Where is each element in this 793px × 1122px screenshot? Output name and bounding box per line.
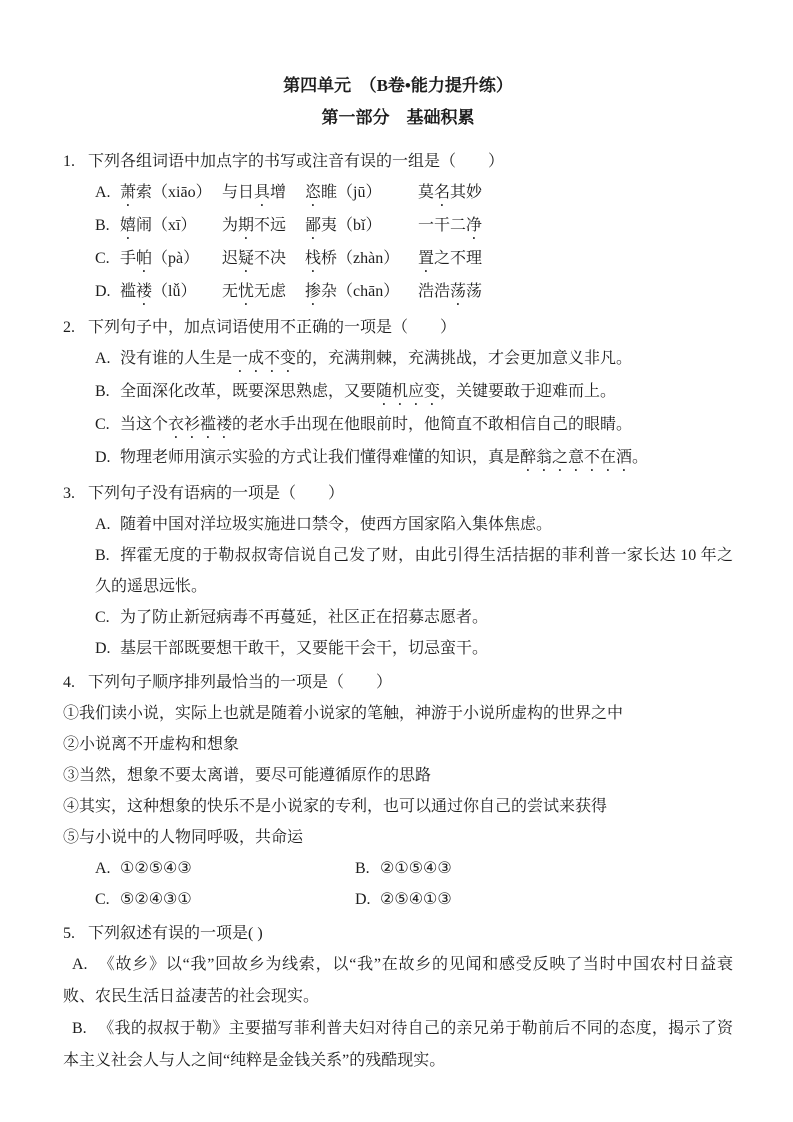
q3-option-a (95, 509, 733, 540)
q2-option-b (95, 376, 733, 409)
option-text: 为了防止新冠病毒不再蔓延，社区正在招募志愿者。 (120, 609, 489, 626)
q3-number: 3. (63, 485, 75, 502)
option-text: 《故乡》以“我”回故乡为线索，以“我”在故乡的见闻和感受反映了当时中国农村日益衰败、农民生活日益凄苦的社会现实。 (63, 956, 733, 1005)
option-label: D. (95, 640, 111, 657)
q3-option-b (95, 540, 733, 602)
option-text: ②⑤④①③ (380, 891, 452, 908)
word-item: 恣睢（jū） (305, 184, 382, 201)
word-item: 一干二净 (418, 217, 483, 234)
option-label: C. (95, 416, 110, 433)
word-item: 迟疑不决 (222, 250, 287, 267)
q4-sentence-4: ④其实，这种想象的快乐不是小说家的专利，也可以通过你自己的尝试来获得 (63, 798, 608, 815)
option-text: 挥霍无度的于勒叔叔寄信说自己发了财，由此引得生活拮据的菲利普一家长达 10 年之久的遥思远怅。 (95, 547, 733, 595)
option-text: 全面深化改革，既要深思熟虑，又要随机应变，关键要敢于迎难而上。 (120, 383, 617, 400)
question-3 (63, 478, 733, 664)
q4-option-d (355, 884, 733, 915)
q5-option-a (63, 949, 733, 1013)
option-label: D. (355, 891, 371, 908)
word-item: 浩浩荡荡 (418, 283, 483, 300)
q1-option-a (95, 177, 733, 210)
option-label: B. (355, 860, 370, 877)
option-text: 物理老师用演示实验的方式让我们懂得难懂的知识，真是醉翁之意不在酒。 (120, 449, 649, 466)
q1-number: 1. (63, 153, 75, 170)
option-text: ②①⑤④③ (380, 860, 452, 877)
word-item: 栈桥（zhàn） (305, 250, 400, 267)
q4-options (95, 853, 733, 915)
q5-stem-text: 下列叙述有误的一项是( ) (88, 925, 263, 942)
option-text: ⑤②④③① (120, 891, 192, 908)
option-label: A. (95, 516, 111, 533)
option-label: D. (95, 283, 111, 300)
q4-stem (63, 667, 733, 698)
word-item: 褴褛（lǚ） (120, 283, 197, 300)
q5-option-b (63, 1013, 733, 1077)
q2-option-d (95, 442, 733, 475)
option-label: D. (95, 449, 111, 466)
q4-option-c (95, 884, 355, 915)
q3-stem-text: 下列句子没有语病的一项是（ ） (88, 485, 345, 502)
q4-option-a (95, 853, 355, 884)
word-item: 掺杂（chān） (305, 283, 400, 300)
q4-number: 4. (63, 674, 75, 691)
question-1 (63, 146, 733, 309)
option-label: B. (72, 1020, 87, 1037)
word-item: 无忧无虑 (222, 283, 287, 300)
q5-number: 5. (63, 925, 75, 942)
q4-sentence-1: ①我们读小说，实际上也就是随着小说家的笔触，神游于小说所虚构的世界之中 (63, 705, 624, 722)
q4-sentence-2: ②小说离不开虚构和想象 (63, 736, 240, 753)
q4-option-b (355, 853, 733, 884)
q3-stem (63, 478, 733, 509)
question-2 (63, 312, 733, 475)
option-label: C. (95, 609, 110, 626)
option-text: 当这个衣衫褴褛的老水手出现在他眼前时，他简直不敢相信自己的眼睛。 (120, 416, 633, 433)
word-item: 鄙夷（bǐ） (305, 217, 382, 234)
page-title: 第四单元 （B卷•能力提升练） (283, 76, 513, 95)
q2-option-a (95, 343, 733, 376)
option-text: 没有谁的人生是一成不变的，充满荆棘，充满挑战，才会更加意义非凡。 (120, 350, 633, 367)
option-text: 《我的叔叔于勒》主要描写菲利普夫妇对待自己的亲兄弟于勒前后不同的态度，揭示了资本主义社会人与人之间“纯粹是金钱关系”的残酷现实。 (63, 1020, 733, 1069)
option-label: B. (95, 383, 110, 400)
word-item: 与日具增 (222, 184, 287, 201)
option-text: ①②⑤④③ (120, 860, 192, 877)
option-label: A. (95, 184, 111, 201)
q2-option-c (95, 409, 733, 442)
q1-option-c (95, 243, 733, 276)
q3-option-c (95, 602, 733, 633)
q4-sentence-3: ③当然，想象不要太离谱，要尽可能遵循原作的思路 (63, 767, 432, 784)
option-label: A. (95, 350, 111, 367)
option-label: C. (95, 250, 110, 267)
q1-stem (63, 146, 733, 177)
option-label: A. (95, 860, 111, 877)
word-item: 手帕（pà） (120, 250, 200, 267)
option-text: 基层干部既要想干敢干，又要能干会干，切忌蛮干。 (120, 640, 489, 657)
section-heading: 第一部分 基础积累 (321, 108, 475, 127)
q1-stem-text: 下列各组词语中加点字的书写或注音有误的一组是（ ） (88, 153, 505, 170)
word-item: 萧索（xiāo） (120, 184, 212, 201)
option-label: C. (95, 891, 110, 908)
option-text: 随着中国对洋垃圾实施进口禁令，使西方国家陷入集体焦虑。 (120, 516, 553, 533)
q5-stem (63, 918, 733, 949)
q4-stem-text: 下列句子顺序排列最恰当的一项是（ ） (88, 674, 393, 691)
q4-sentence-5: ⑤与小说中的人物同呼吸，共命运 (63, 829, 304, 846)
option-label: B. (95, 217, 110, 234)
option-label: B. (95, 547, 110, 564)
word-item: 置之不理 (418, 250, 483, 267)
word-item: 为期不远 (222, 217, 287, 234)
word-item: 莫名其妙 (418, 184, 483, 201)
question-4 (63, 667, 733, 915)
question-5 (63, 918, 733, 1077)
questions-area (63, 146, 733, 1077)
q2-stem (63, 312, 733, 343)
q1-option-b (95, 210, 733, 243)
option-label: A. (72, 956, 88, 973)
word-item: 嬉闹（xī） (120, 217, 197, 234)
q3-option-d (95, 633, 733, 664)
q2-stem-text: 下列句子中，加点词语使用不正确的一项是（ ） (88, 319, 457, 336)
q2-number: 2. (63, 319, 75, 336)
q1-option-d (95, 276, 733, 309)
